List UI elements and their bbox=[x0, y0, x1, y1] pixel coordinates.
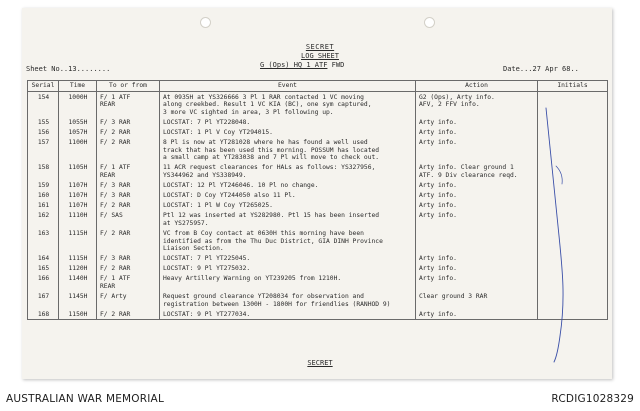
cell-serial: 166 bbox=[28, 274, 59, 292]
cell-action: Arty info. bbox=[416, 127, 538, 137]
archive-caption-bar bbox=[0, 389, 640, 411]
cell-serial: 162 bbox=[28, 211, 59, 229]
sheet-label: Sheet No bbox=[26, 65, 60, 73]
cell-initials bbox=[538, 309, 608, 320]
cell-initials bbox=[538, 163, 608, 181]
cell-initials bbox=[538, 191, 608, 201]
column-header-action: Action bbox=[416, 81, 538, 92]
column-header-initials: Initials bbox=[538, 81, 608, 92]
cell-action: Arty info. bbox=[416, 211, 538, 229]
cell-initials bbox=[538, 137, 608, 162]
cell-to-from: F/ 3 RAR bbox=[97, 191, 160, 201]
cell-time: 1145H bbox=[59, 292, 97, 310]
cell-event: VC from B Coy contact at 0630H this morning have been identified as from the Thu Duc District, GIA DINH Province Liaison Section. bbox=[160, 228, 416, 253]
cell-serial: 159 bbox=[28, 180, 59, 190]
punch-hole-right bbox=[424, 17, 435, 28]
log-entry-row bbox=[28, 191, 608, 201]
cell-action: Arty info. Clear ground 1 ATF. 9 Div clearance reqd. bbox=[416, 163, 538, 181]
cell-action: Arty info. bbox=[416, 309, 538, 320]
cell-action: G2 (Ops), Arty info. AFV, 2 FFV info. bbox=[416, 92, 538, 118]
cell-time: 1105H bbox=[59, 163, 97, 181]
log-table-header-row bbox=[28, 81, 608, 92]
log-entry-row bbox=[28, 201, 608, 211]
cell-to-from: F/ 2 RAR bbox=[97, 127, 160, 137]
cell-to-from: F/ 3 RAR bbox=[97, 117, 160, 127]
archive-reference-id: RCDIG1028329 bbox=[551, 393, 634, 405]
column-header-time: Time bbox=[59, 81, 97, 92]
cell-serial: 156 bbox=[28, 127, 59, 137]
cell-serial: 164 bbox=[28, 254, 59, 264]
log-entry-row bbox=[28, 127, 608, 137]
cell-action: Arty info. bbox=[416, 201, 538, 211]
cell-time: 1115H bbox=[59, 254, 97, 264]
cell-to-from: F/ SAS bbox=[97, 211, 160, 229]
cell-initials bbox=[538, 254, 608, 264]
sheet-number-line: Sheet No..13........ bbox=[26, 65, 111, 73]
cell-initials bbox=[538, 292, 608, 310]
cell-event: LOCSTAT: 7 Pl YT225045. bbox=[160, 254, 416, 264]
log-entry-row bbox=[28, 92, 608, 118]
cell-serial: 161 bbox=[28, 201, 59, 211]
archive-credit: AUSTRALIAN WAR MEMORIAL bbox=[6, 393, 164, 405]
document-title: LOG SHEET bbox=[301, 52, 339, 60]
cell-event: LOCSTAT: 7 Pl YT228048. bbox=[160, 117, 416, 127]
cell-initials bbox=[538, 264, 608, 274]
cell-event: LOCSTAT: 1 Pl W Coy YT265025. bbox=[160, 201, 416, 211]
cell-event: LOCSTAT: 1 Pl V Coy YT294015. bbox=[160, 127, 416, 137]
cell-initials bbox=[538, 92, 608, 118]
unit-suffix: FWD bbox=[331, 61, 345, 69]
cell-action: Clear ground 3 RAR bbox=[416, 292, 538, 310]
cell-time: 1110H bbox=[59, 211, 97, 229]
cell-time: 1120H bbox=[59, 264, 97, 274]
cell-event: LOCSTAT: 9 Pl YT275032. bbox=[160, 264, 416, 274]
cell-event: Heavy Artillery Warning on YT239205 from 1210H. bbox=[160, 274, 416, 292]
cell-to-from: F/ 2 RAR bbox=[97, 228, 160, 253]
cell-event: Request ground clearance YT208034 for observation and registration between 1300H - 1800H for friendlies (RANHOD 9) bbox=[160, 292, 416, 310]
cell-initials bbox=[538, 201, 608, 211]
classification-footer: SECRET bbox=[307, 359, 333, 367]
date-value: 27 Apr 68 bbox=[532, 65, 571, 73]
cell-action: Arty info. bbox=[416, 264, 538, 274]
unit-prefix: G (Ops) HQ 1 ATF bbox=[260, 61, 328, 69]
cell-time: 1107H bbox=[59, 191, 97, 201]
log-entry-row bbox=[28, 137, 608, 162]
column-header-serial: Serial bbox=[28, 81, 59, 92]
log-entry-row bbox=[28, 180, 608, 190]
cell-to-from: F/ 1 ATF REAR bbox=[97, 163, 160, 181]
cell-to-from: F/ 2 RAR bbox=[97, 137, 160, 162]
log-entry-row bbox=[28, 274, 608, 292]
cell-time: 1100H bbox=[59, 137, 97, 162]
cell-serial: 157 bbox=[28, 137, 59, 162]
column-header-to-from: To or from bbox=[97, 81, 160, 92]
cell-serial: 165 bbox=[28, 264, 59, 274]
cell-time: 1115H bbox=[59, 228, 97, 253]
cell-event: 8 Pl is now at YT281028 where he has found a well used track that has been used this morning. POSSUM has located a small camp at YT283038 and 7 Pl will move to check out. bbox=[160, 137, 416, 162]
log-entry-row bbox=[28, 117, 608, 127]
cell-time: 1055H bbox=[59, 117, 97, 127]
cell-event: 11 ACR request clearances for HALs as follows: YS327956, YS344962 and YS338949. bbox=[160, 163, 416, 181]
sheet-number: 13 bbox=[68, 65, 77, 73]
cell-serial: 163 bbox=[28, 228, 59, 253]
log-table bbox=[27, 80, 608, 320]
cell-to-from: F/ 1 ATF REAR bbox=[97, 274, 160, 292]
cell-to-from: F/ 3 RAR bbox=[97, 180, 160, 190]
cell-time: 1107H bbox=[59, 201, 97, 211]
cell-time: 1140H bbox=[59, 274, 97, 292]
log-entry-row bbox=[28, 292, 608, 310]
cell-event: LOCSTAT: 12 Pl YT246046. 10 Pl no change. bbox=[160, 180, 416, 190]
cell-initials bbox=[538, 180, 608, 190]
cell-serial: 167 bbox=[28, 292, 59, 310]
date-label: Date bbox=[503, 65, 520, 73]
log-entry-row bbox=[28, 254, 608, 264]
log-entry-row bbox=[28, 211, 608, 229]
cell-initials bbox=[538, 117, 608, 127]
cell-to-from: F/ 3 RAR bbox=[97, 254, 160, 264]
cell-action: Arty info. bbox=[416, 254, 538, 264]
cell-initials bbox=[538, 211, 608, 229]
unit-line bbox=[260, 61, 344, 69]
log-entry-row bbox=[28, 309, 608, 320]
cell-to-from: F/ 2 RAR bbox=[97, 201, 160, 211]
cell-time: 1057H bbox=[59, 127, 97, 137]
cell-serial: 160 bbox=[28, 191, 59, 201]
cell-initials bbox=[538, 127, 608, 137]
cell-initials bbox=[538, 274, 608, 292]
log-entry-row bbox=[28, 228, 608, 253]
cell-time: 1000H bbox=[59, 92, 97, 118]
log-entry-row bbox=[28, 163, 608, 181]
cell-initials bbox=[538, 228, 608, 253]
date-line: Date...27 Apr 68.. bbox=[503, 65, 579, 73]
cell-action: Arty info. bbox=[416, 274, 538, 292]
cell-event: LOCSTAT: 9 Pl YT277034. bbox=[160, 309, 416, 320]
cell-action: Arty info. bbox=[416, 137, 538, 162]
log-entry-row bbox=[28, 264, 608, 274]
cell-time: 1107H bbox=[59, 180, 97, 190]
cell-to-from: F/ 2 RAR bbox=[97, 264, 160, 274]
cell-action: Arty info. bbox=[416, 117, 538, 127]
cell-action: Arty info. bbox=[416, 191, 538, 201]
cell-to-from: F/ Arty bbox=[97, 292, 160, 310]
cell-serial: 155 bbox=[28, 117, 59, 127]
cell-event: LOCSTAT: D Coy YT244050 also 11 Pl. bbox=[160, 191, 416, 201]
cell-serial: 154 bbox=[28, 92, 59, 118]
cell-event: At 0935H at YS326666 3 Pl 1 RAR contacted 1 VC moving along creekbed. Result 1 VC KIA (BC), one sym captured, 3 more VC sighted in area, 3 Pl following up. bbox=[160, 92, 416, 118]
cell-action bbox=[416, 228, 538, 253]
cell-serial: 168 bbox=[28, 309, 59, 320]
log-table-body bbox=[28, 92, 608, 320]
punch-hole-left bbox=[200, 17, 211, 28]
cell-to-from: F/ 1 ATF REAR bbox=[97, 92, 160, 118]
cell-serial: 158 bbox=[28, 163, 59, 181]
cell-event: Ptl 12 was inserted at YS282980. Ptl 15 has been inserted at YS275957. bbox=[160, 211, 416, 229]
column-header-event: Event bbox=[160, 81, 416, 92]
classification-header: SECRET bbox=[305, 43, 335, 51]
cell-time: 1150H bbox=[59, 309, 97, 320]
cell-to-from: F/ 2 RAR bbox=[97, 309, 160, 320]
cell-action: Arty info. bbox=[416, 180, 538, 190]
